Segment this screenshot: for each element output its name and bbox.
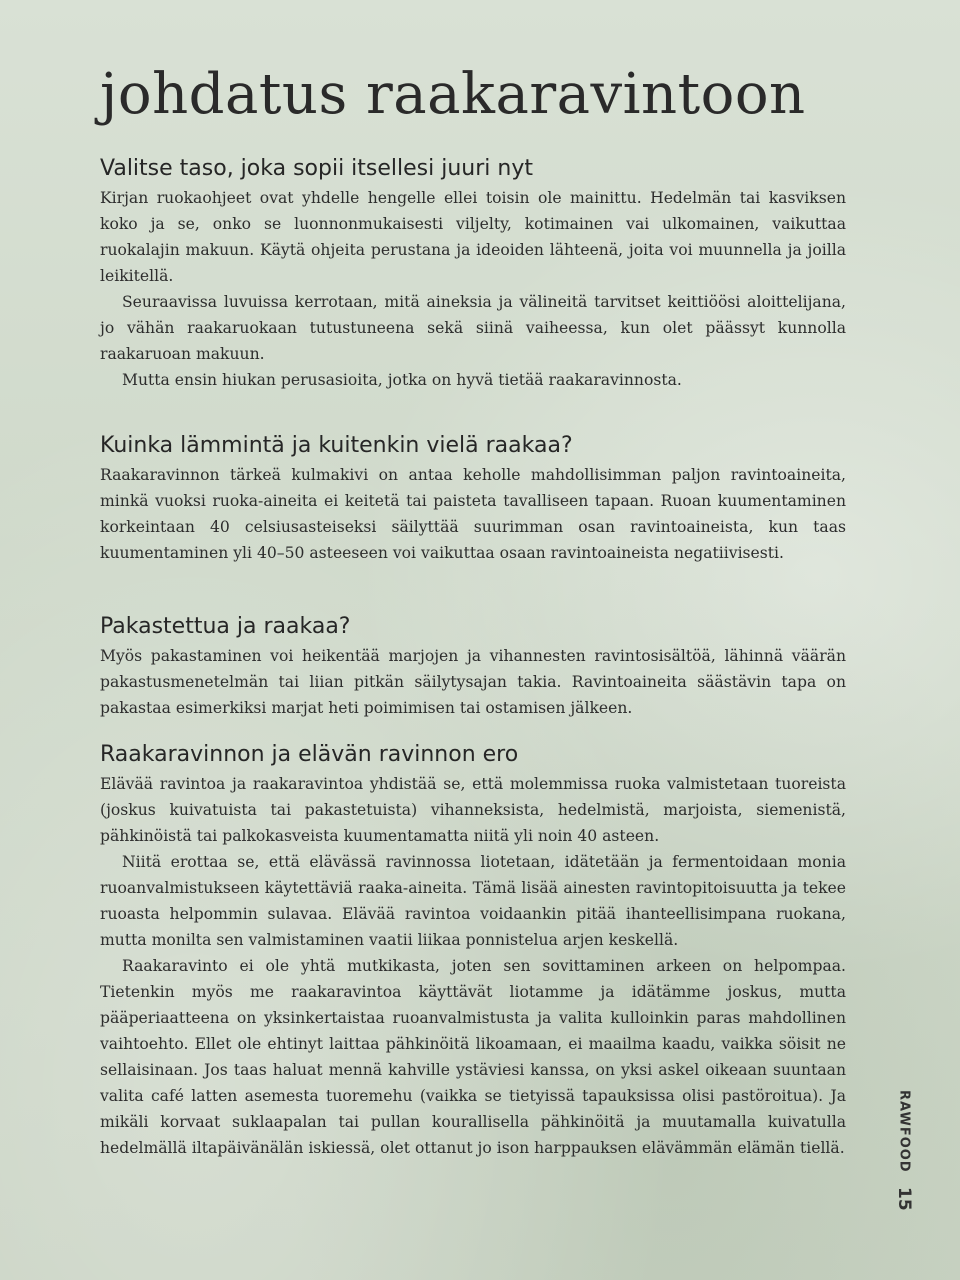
section-heading: Pakastettua ja raakaa? (100, 614, 351, 639)
page-title: johdatus raakaravintoon (100, 62, 806, 127)
paragraph: Niitä erottaa se, että elävässä ravinnossa liotetaan, idätetään ja fermentoidaan monia ruoanvalmistukseen käytettäviä raaka-aineita. Tämä lisää ainesten ravintopitoisuutta ja tekee ruoasta helpommin sulavaa. Elävää ravintoa voidaankin pitää ihanteellisimpana ruokana, mutta monilta sen valmistaminen vaatii liikaa ponnistelua arjen keskellä. (100, 853, 846, 949)
section-pakastettua (100, 614, 846, 721)
paragraph: Mutta ensin hiukan perusasioita, jotka on hyvä tietää raakaravinnosta. (122, 371, 682, 389)
paragraph: Raakaravinto ei ole yhtä mutkikasta, joten sen sovittaminen arkeen on helpompaa. Tietenkin myös me raakaravintoa käyttävät liotamme ja idätämme joskus, mutta pääperiaatteena on yksinkertaistaa ruoanvalmistusta ja valita kulloinkin paras mahdollinen vaihtoehto. Ellet ole ehtinyt laittaa pähkinöitä likoamaan, ei maailma kaadu, vaikka söisit ne sellaisinaan. Jos taas haluat mennä kahville ystäviesi kanssa, on yksi askel oikeaan suuntaan valita café latten asemesta tuoremehu (vaikka se tietyissä tapauksissa olisi pastöroitua). Ja mikäli korvaat suklaapalan tai pullan kourallisella pähkinöitä ja muutamalla kuivatulla hedelmällä iltapäivänälän iskiessä, olet ottanut jo ison harppauksen elävämmän elämän tiellä. (100, 957, 846, 1157)
page-number: 15 (894, 1186, 914, 1211)
section-valitse-taso (100, 156, 846, 393)
book-brand: RAWFOOD (896, 1090, 912, 1173)
page-footer (894, 1090, 914, 1210)
section-heading: Kuinka lämmintä ja kuitenkin vielä raakaa? (100, 433, 573, 458)
paragraph: Raakaravinnon tärkeä kulmakivi on antaa keholle mahdollisimman paljon ravintoaineita, minkä vuoksi ruoka-aineita ei keitetä tai paisteta tavalliseen tapaan. Ruoan kuumentaminen korkeintaan 40 celsiusasteiseksi säilyttää suurimman osan ravintoaineista, kun taas kuumentaminen yli 40–50 asteeseen voi vaikuttaa osaan ravintoaineista negatiivisesti. (100, 466, 846, 562)
paragraph: Elävää ravintoa ja raakaravintoa yhdistää se, että molemmissa ruoka valmistetaan tuoreista (joskus kuivatuista tai pakastetuista) vihanneksista, hedelmistä, marjoista, siemenistä, pähkinöistä tai palkokasveista kuumentamatta niitä yli noin 40 asteen. (100, 775, 846, 845)
section-heading: Raakaravinnon ja elävän ravinnon ero (100, 742, 519, 767)
paragraph: Seuraavissa luvuissa kerrotaan, mitä aineksia ja välineitä tarvitset keittiöösi aloittelijana, jo vähän raakaruokaan tutustuneena sekä siinä vaiheessa, kun olet päässyt kunnolla raakaruoan makuun. (100, 293, 846, 363)
section-raakaravinnon-ero (100, 742, 846, 1161)
paragraph: Myös pakastaminen voi heikentää marjojen ja vihannesten ravintosisältöä, lähinnä väärän pakastusmenetelmän tai liian pitkän säilytysajan takia. Ravintoaineita säästävin tapa on pakastaa esimerkiksi marjat heti poimimisen tai ostamisen jälkeen. (100, 647, 846, 717)
paragraph: Kirjan ruokaohjeet ovat yhdelle hengelle ellei toisin ole mainittu. Hedelmän tai kasviksen koko ja se, onko se luonnonmukaisesti viljelty, kotimainen vai ulkomainen, vaikuttaa ruokalajin makuun. Käytä ohjeita perustana ja ideoiden lähteenä, joita voi muunnella ja joilla leikitellä. (100, 189, 846, 285)
section-kuinka-lamminta (100, 433, 846, 566)
section-heading: Valitse taso, joka sopii itsellesi juuri nyt (100, 156, 533, 181)
